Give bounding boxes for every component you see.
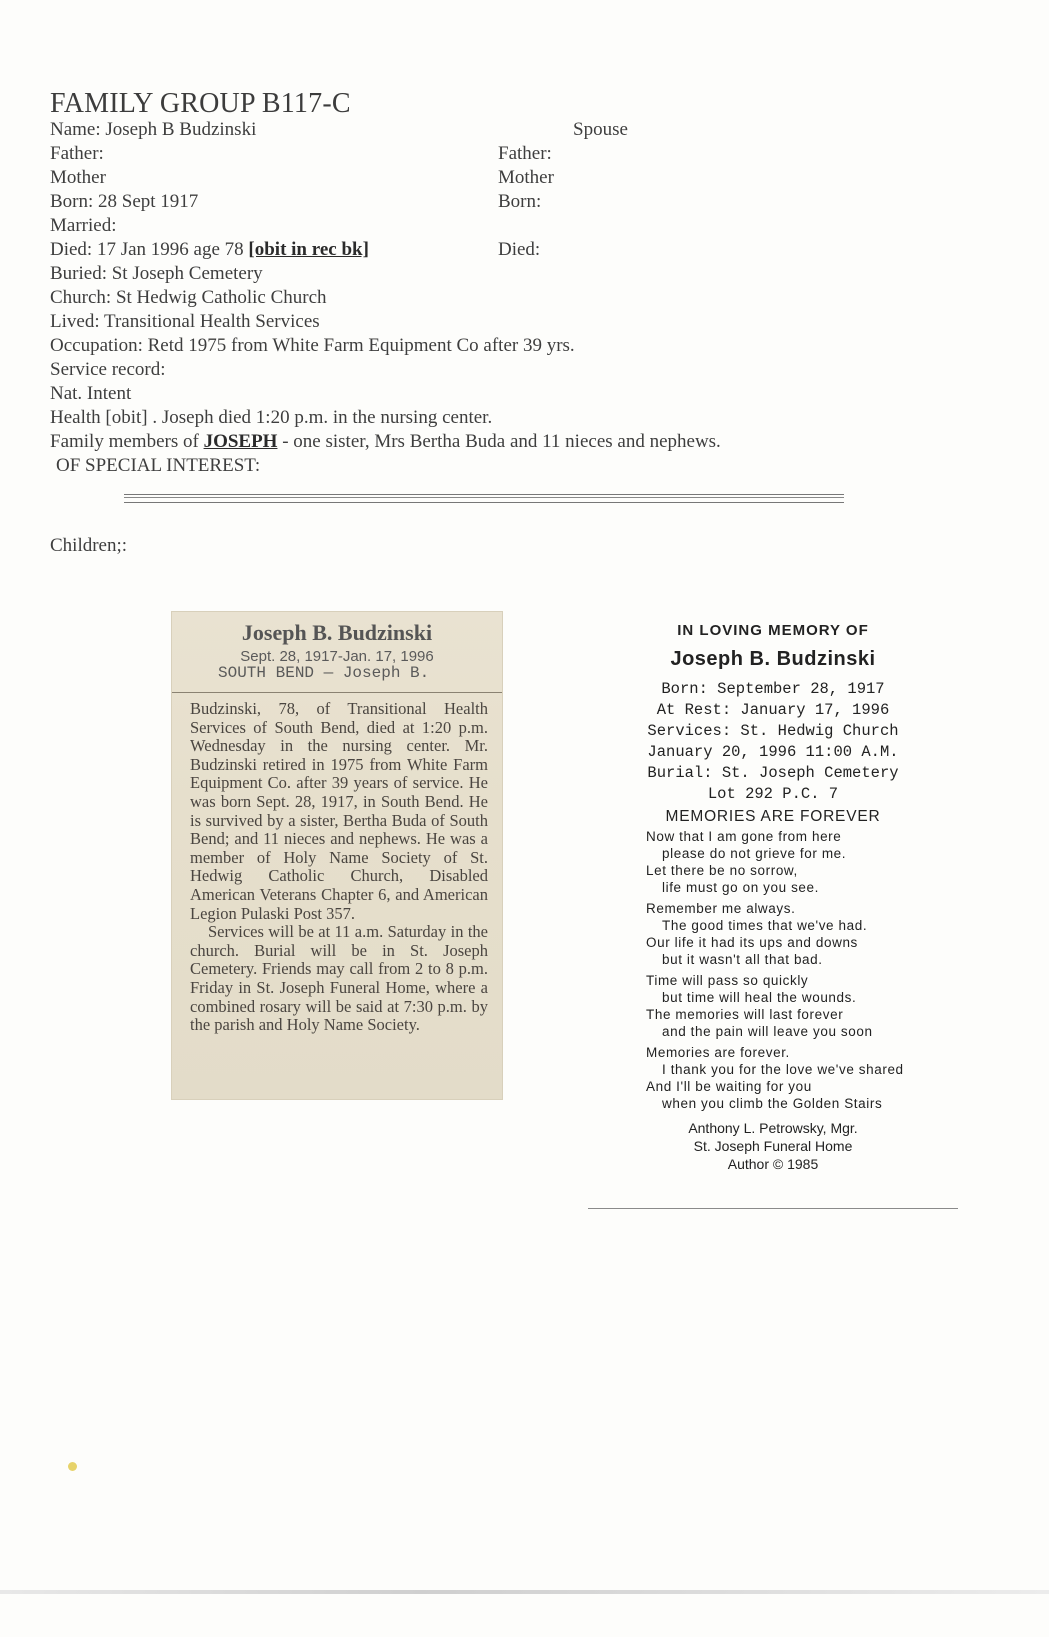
spouse-born-field: Born: [498, 191, 542, 212]
nat-intent-field: Nat. Intent [50, 383, 132, 404]
card-poem [646, 828, 904, 1112]
card-at-rest: At Rest: January 17, 1996 [656, 701, 890, 719]
poem-line: but it wasn't all that bad. [662, 952, 823, 967]
poem-line: I thank you for the love we've shared [662, 1062, 904, 1077]
family-prefix: Family members of [50, 431, 199, 452]
poem-line: Memories are forever. [646, 1045, 790, 1060]
service-record-field: Service record: [50, 359, 166, 380]
poem-line: The good times that we've had. [662, 918, 868, 933]
family-members-field [50, 430, 721, 454]
married-field: Married: [50, 215, 117, 236]
obituary-clipping [172, 612, 502, 1099]
church-field: Church: St Hedwig Catholic Church [50, 287, 327, 308]
poem-line: life must go on you see. [662, 880, 819, 895]
obituary-rule [172, 692, 502, 693]
special-interest-field: OF SPECIAL INTEREST: [56, 455, 261, 476]
card-signature-home: St. Joseph Funeral Home [693, 1138, 853, 1154]
health-field: Health [obit] . Joseph died 1:20 p.m. in the nursing center. [50, 407, 493, 428]
obituary-dates: Sept. 28, 1917-Jan. 17, 1996 [240, 648, 434, 665]
children-field: Children;: [50, 535, 128, 556]
card-signature-author: Author © 1985 [727, 1156, 819, 1172]
memorial-card [588, 612, 958, 1208]
obituary-name: Joseph B. Budzinski [241, 620, 433, 645]
obituary-paragraph: Services will be at 11 a.m. Saturday in the church. Burial will be in St. Joseph Cemetery. Friends may call from 2 to 8 p.m. Friday in St. Joseph Funeral Home, where a combined rosary will be said at 7:30 p.m. by the parish and Holy Name Society. [190, 922, 488, 1035]
card-signature-manager: Anthony L. Petrowsky, Mgr. [688, 1120, 858, 1136]
obit-reference-link: [obit in rec bk] [248, 239, 369, 260]
card-name: Joseph B. Budzinski [670, 648, 876, 670]
spouse-died-field: Died: [498, 239, 541, 260]
spouse-father-field: Father: [498, 143, 552, 164]
card-service-date: January 20, 1996 11:00 A.M. [647, 743, 899, 761]
obituary-dateline: SOUTH BEND — Joseph B. [218, 664, 430, 682]
obituary-body [190, 700, 488, 1035]
died-text: Died: 17 Jan 1996 age 78 [50, 239, 244, 260]
poem-line: but time will heal the wounds. [662, 990, 857, 1005]
family-suffix: - one sister, Mrs Bertha Buda and 11 nieces and nephews. [277, 431, 721, 452]
poem-line: Now that I am gone from here [646, 829, 842, 844]
lived-field: Lived: Transitional Health Services [50, 311, 320, 332]
died-field [50, 238, 369, 262]
poem-line: Time will pass so quickly [646, 973, 809, 988]
page-title: FAMILY GROUP B117-C [50, 88, 351, 119]
poem-line: and the pain will leave you soon [662, 1024, 873, 1039]
card-burial: Burial: St. Joseph Cemetery [647, 764, 899, 782]
poem-line: please do not grieve for me. [662, 846, 847, 861]
scan-speck [68, 1462, 77, 1471]
born-field: Born: 28 Sept 1917 [50, 191, 199, 212]
card-bottom-edge [588, 1208, 958, 1209]
card-born: Born: September 28, 1917 [661, 680, 885, 698]
buried-field: Buried: St Joseph Cemetery [50, 263, 263, 284]
poem-line: Let there be no sorrow, [646, 863, 798, 878]
father-field: Father: [50, 143, 104, 164]
double-divider [124, 494, 844, 503]
occupation-field: Occupation: Retd 1975 from White Farm Equipment Co after 39 yrs. [50, 335, 575, 356]
poem-line: Our life it had its ups and downs [646, 935, 858, 950]
family-name: JOSEPH [203, 431, 278, 452]
card-services: Services: St. Hedwig Church [647, 722, 899, 740]
poem-line: And I'll be waiting for you [646, 1079, 812, 1094]
poem-line: The memories will last forever [646, 1007, 844, 1022]
mother-field: Mother [50, 167, 106, 188]
spouse-heading: Spouse [573, 119, 628, 140]
page-bottom-edge [0, 1590, 1049, 1594]
spouse-mother-field: Mother [498, 167, 554, 188]
obituary-paragraph: Budzinski, 78, of Transitional Health Services of South Bend, died at 1:20 p.m. Wednesday in the nursing center. Mr. Budzinski retired in 1975 from White Farm Equipment Co. after 39 years of service. He was born Sept. 28, 1917, in South Bend. He is survived by a sister, Bertha Buda of South Bend; and 11 nieces and nephews. He was a member of Holy Name Society of St. Hedwig Catholic Church, Disabled American Veterans Chapter 6, and American Legion Pulaski Post 357. [190, 699, 488, 923]
poem-line: Remember me always. [646, 901, 796, 916]
card-poem-title: MEMORIES ARE FOREVER [665, 808, 881, 825]
card-lot: Lot 292 P.C. 7 [707, 785, 839, 803]
name-field: Name: Joseph B Budzinski [50, 119, 257, 140]
poem-line: when you climb the Golden Stairs [662, 1096, 883, 1111]
card-header: IN LOVING MEMORY OF [677, 622, 869, 639]
